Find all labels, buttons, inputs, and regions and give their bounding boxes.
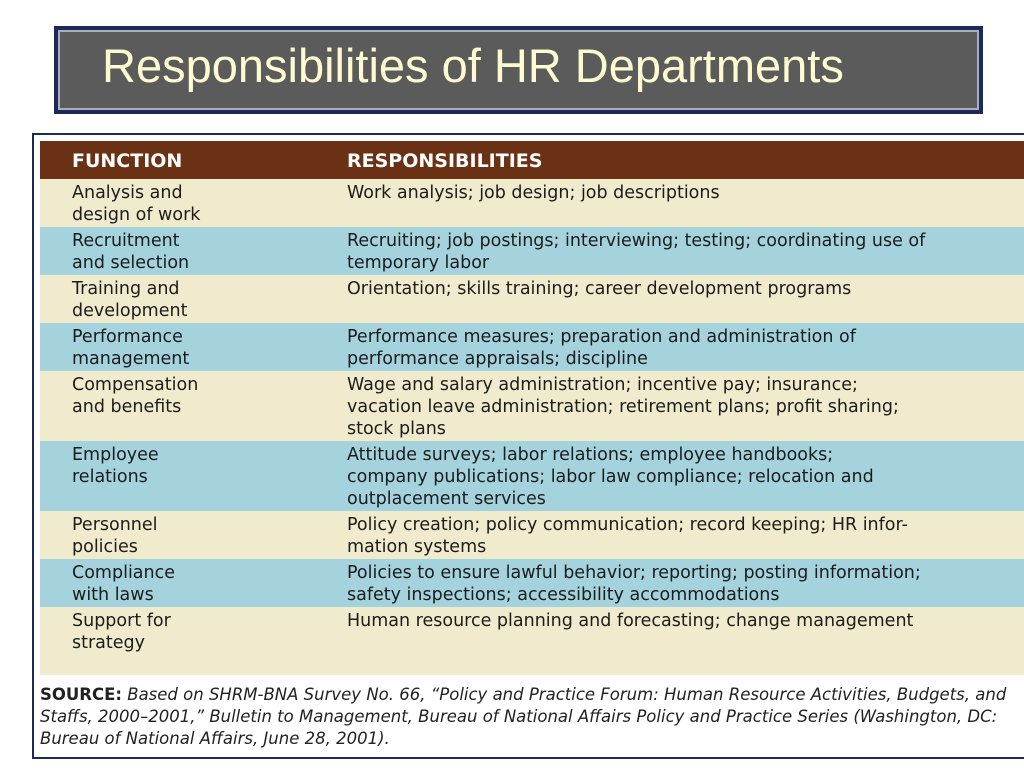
table-header <box>40 141 1024 179</box>
table-row <box>40 511 1024 559</box>
function-cell: Employee relations <box>72 445 159 487</box>
title-panel <box>58 30 979 110</box>
header-function: FUNCTION <box>72 150 183 172</box>
function-cell: Compliance with laws <box>72 563 176 605</box>
function-cell: Performance management <box>72 327 190 369</box>
responsibilities-cell: Orientation; skills training; career development programs <box>347 279 852 299</box>
table-row <box>40 371 1024 441</box>
hr-responsibilities-table <box>40 141 1024 675</box>
table-row <box>40 179 1024 227</box>
responsibilities-cell: Attitude surveys; labor relations; employee handbooks; company publications; labor law compliance; relocation and outplacement services <box>347 445 874 509</box>
source-text: Based on SHRM-BNA Survey No. 66, “Policy and Practice Forum: Human Resource Activities, Budgets, and Staffs, 2000–2001,” Bulletin to Management, Bureau of National Affairs Policy and Practice Series (Washington, DC: Bureau of National Affairs, June 28, 2001). <box>40 685 1007 748</box>
table-row <box>40 323 1024 371</box>
function-cell: Recruitment and selection <box>72 231 190 273</box>
title-box <box>54 26 983 114</box>
function-cell: Compensation and benefits <box>72 375 199 417</box>
responsibilities-cell: Recruiting; job postings; interviewing; testing; coordinating use of temporary labor <box>347 231 926 273</box>
responsibilities-cell: Work analysis; job design; job descriptions <box>347 183 720 203</box>
responsibilities-cell: Performance measures; preparation and administration of performance appraisals; discipline <box>347 327 856 369</box>
function-cell: Personnel policies <box>72 515 158 557</box>
source-label: SOURCE: <box>40 685 122 704</box>
table-row <box>40 275 1024 323</box>
source-note <box>40 684 1020 750</box>
function-cell: Training and development <box>72 279 188 321</box>
table-row <box>40 607 1024 655</box>
responsibilities-cell: Policies to ensure lawful behavior; reporting; posting information; safety inspections; accessibility accommodations <box>347 563 921 605</box>
table-frame <box>32 133 1024 759</box>
responsibilities-cell: Policy creation; policy communication; record keeping; HR infor- mation systems <box>347 515 908 557</box>
function-cell: Analysis and design of work <box>72 183 201 225</box>
table-row <box>40 441 1024 511</box>
responsibilities-cell: Wage and salary administration; incentive pay; insurance; vacation leave administration; retirement plans; profit sharing; stock plans <box>347 375 899 439</box>
table-row <box>40 559 1024 607</box>
function-cell: Support for strategy <box>72 611 171 653</box>
table-row <box>40 227 1024 275</box>
table-bottom-padding <box>40 655 1024 675</box>
header-responsibilities: RESPONSIBILITIES <box>347 150 543 172</box>
responsibilities-cell: Human resource planning and forecasting; change management <box>347 611 914 631</box>
slide-title: Responsibilities of HR Departments <box>102 39 844 92</box>
